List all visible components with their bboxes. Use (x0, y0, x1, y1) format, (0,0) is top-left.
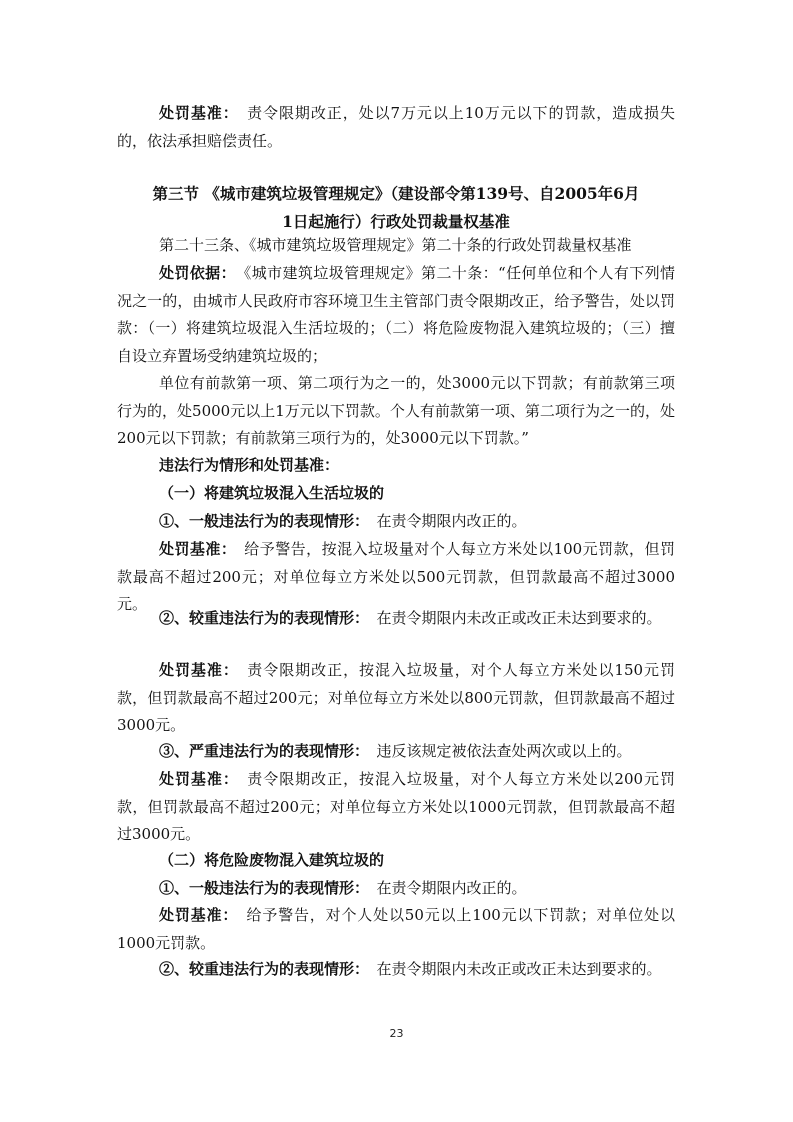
item1-title: （一）将建筑垃圾混入生活垃圾的 (159, 484, 385, 502)
item1-severe-penalty-label: 处罚基准： (159, 770, 232, 788)
circumstances-heading: 违法行为情形和处罚基准： (159, 456, 340, 474)
item2-general-penalty-text: 给予警告，对个人处以50元以上100元以下罚款；对单位处以1000元罚款。 (117, 906, 675, 952)
item2-serious-text: 在责令期限内未改正或改正未达到要求的。 (361, 960, 662, 978)
section-heading-line2: 1日起施行）行政处罚裁量权基准 (282, 212, 510, 231)
item2-serious (117, 956, 675, 984)
basis-label: 处罚依据： (159, 264, 229, 282)
item1-serious-penalty (117, 657, 675, 740)
penalty-text: 责令限期改正，处以7万元以上10万元以下的罚款，造成损失的，依法承担赔偿责任。 (117, 104, 675, 150)
item1-general-penalty-text: 给予警告，按混入垃圾量对个人每立方米处以100元罚款，但罚款最高不超过200元；对单位每立方米处以500元罚款，但罚款最高不超过3000元。 (117, 540, 675, 614)
penalty-label: 处罚基准： (159, 104, 232, 122)
item1-severe-penalty (117, 766, 675, 849)
basis-paragraph (117, 260, 675, 370)
item1-serious-text: 在责令期限内未改正或改正未达到要求的。 (361, 609, 662, 627)
item1-general-label: ①、一般违法行为的表现情形： (159, 512, 362, 530)
item1-severe-text: 违反该规定被依法查处两次或以上的。 (361, 742, 632, 760)
article-line: 第二十三条、《城市建筑垃圾管理规定》第二十条的行政处罚裁量权基准 (159, 236, 632, 254)
item1-general-penalty-label: 处罚基准： (159, 540, 229, 558)
penalty-paragraph (117, 100, 675, 155)
item1-severe (117, 738, 675, 766)
basis-continuation: 单位有前款第一项、第二项行为之一的，处3000元以下罚款；有前款第三项行为的，处5000元以上1万元以下罚款。个人有前款第一项、第二项行为之一的，处200元以下罚款；有前款第三项行为的，处3000元以下罚款。” (117, 374, 675, 448)
item2-serious-label: ②、较重违法行为的表现情形： (159, 960, 362, 978)
item1-severe-label: ③、严重违法行为的表现情形： (159, 742, 362, 760)
item2-general-penalty-label: 处罚基准： (159, 906, 231, 924)
item1-general-text: 在责令期限内改正的。 (361, 512, 527, 530)
item1-serious-penalty-text: 责令限期改正，按混入垃圾量，对个人每立方米处以150元罚款，但罚款最高不超过200元；对单位每立方米处以800元罚款，但罚款最高不超过3000元。 (117, 661, 675, 735)
section-heading-line1: 第三节 《城市建筑垃圾管理规定》（建设部令第139号、自2005年6月 (152, 184, 640, 203)
basis-text: 《城市建筑垃圾管理规定》第二十条：“任何单位和个人有下列情况之一的，由城市人民政府市容环境卫生主管部门责令限期改正，给予警告，处以罚款：（一）将建筑垃圾混入生活垃圾的；（二）将危险废物混入建筑垃圾的；（三）擅自设立弃置场受纳建筑垃圾的； (117, 264, 675, 365)
item1-general (117, 508, 675, 536)
section-heading (117, 180, 675, 236)
item2-general-penalty (117, 902, 675, 957)
item2-general-label: ①、一般违法行为的表现情形： (159, 879, 362, 897)
item1-severe-penalty-text: 责令限期改正，按混入垃圾量，对个人每立方米处以200元罚款，但罚款最高不超过200元；对单位每立方米处以1000元罚款，但罚款最高不超过3000元。 (117, 770, 675, 844)
page-number: 23 (389, 1027, 404, 1040)
item2-general (117, 875, 675, 903)
item1-serious (117, 605, 675, 633)
item1-serious-label: ②、较重违法行为的表现情形： (159, 609, 362, 627)
item1-serious-penalty-label: 处罚基准： (159, 661, 232, 679)
item2-general-text: 在责令期限内改正的。 (361, 879, 527, 897)
item2-title: （二）将危险废物混入建筑垃圾的 (159, 851, 385, 869)
